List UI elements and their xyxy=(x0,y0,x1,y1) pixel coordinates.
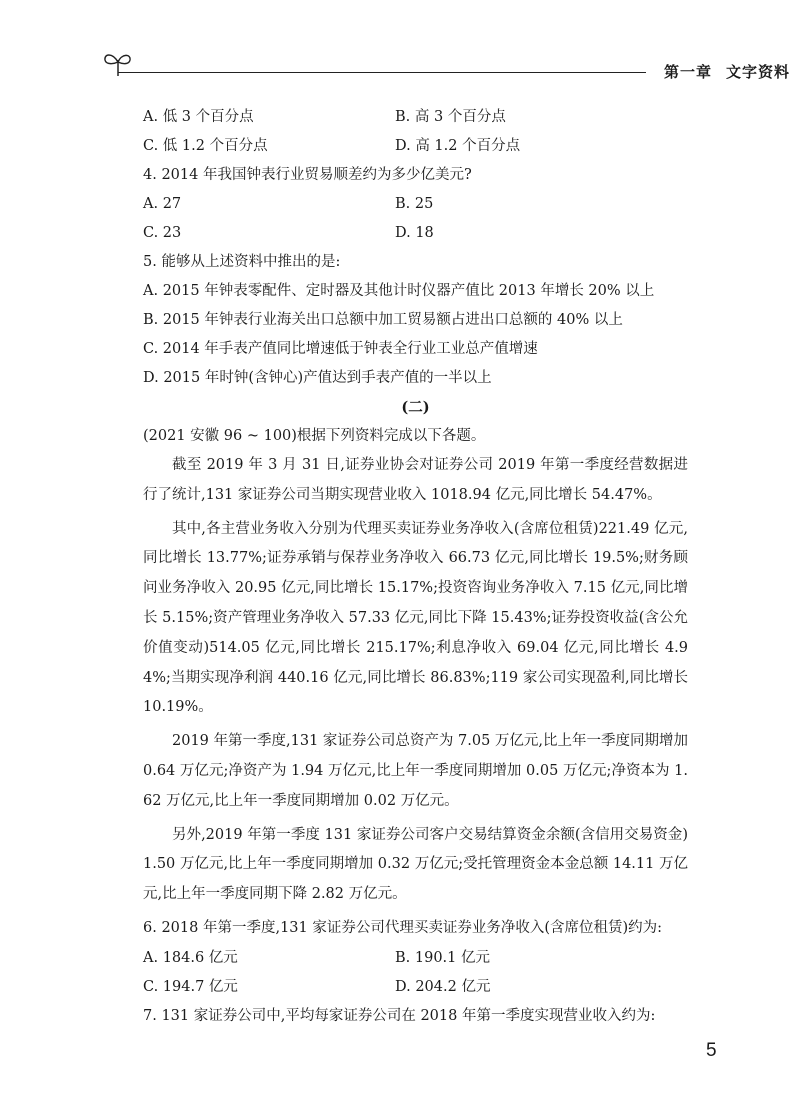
q7-question: 7. 131 家证券公司中,平均每家证券公司在 2018 年第一季度实现营业收入约为: xyxy=(143,1007,656,1024)
q3-option-c: C. 低 1.2 个百分点 xyxy=(143,138,268,154)
q4-question: 4. 2014 年我国钟表行业贸易顺差约为多少亿美元? xyxy=(143,167,472,183)
q3-option-d: D. 高 1.2 个百分点 xyxy=(395,138,521,154)
header-rule-left xyxy=(118,72,646,73)
q4-option-b: B. 25 xyxy=(395,196,434,212)
q5-option-c: C. 2014 年手表产值同比增速低于钟表全行业工业总产值增速 xyxy=(143,341,538,357)
chapter-label: 第一章 xyxy=(664,63,713,81)
q6-option-b: B. 190.1 亿元 xyxy=(395,949,490,966)
q4-options-row-2 xyxy=(143,219,688,248)
q4-option-c: C. 23 xyxy=(143,225,182,241)
q4-option-a: A. 27 xyxy=(143,196,182,212)
q6-option-d: D. 204.2 亿元 xyxy=(395,978,491,995)
q5-question: 5. 能够从上述资料中推出的是: xyxy=(143,254,341,270)
paragraph-2: 其中,各主营业务收入分别为代理买卖证券业务净收入(含席位租赁)221.49 亿元,同比增长 13.77%;证券承销与保荐业务净收入 66.73 亿元,同比增长 19.5%;财务顾问业务净收入 20.95 亿元,同比增长 15.17%;投资咨询业务净收入 7.15 亿元,同比增长 5.15%;资产管理业务净收入 57.33 亿元,同比下降 15.43%;证券投资收益(含公允价值变动)514.05 亿元,同比增长 215.17%;利息净收入 69.04 亿元,同比增长 4.94%;当期实现净利润 440.16 亿元,同比增长 86.83%;119 家公司实现盈利,同比增长 10.19%。 xyxy=(143,520,688,716)
q6-option-c: C. 194.7 亿元 xyxy=(143,978,238,995)
section-heading: (二) xyxy=(401,399,430,416)
q3-option-a: A. 低 3 个百分点 xyxy=(143,109,254,125)
q6-question: 6. 2018 年第一季度,131 家证券公司代理买卖证券业务净收入(含席位租赁)约为: xyxy=(143,919,663,936)
q3-options-row-2 xyxy=(143,132,688,161)
q3-options-row-1 xyxy=(143,103,688,132)
section-intro: (2021 安徽 96 ~ 100)根据下列资料完成以下各题。 xyxy=(143,428,486,444)
chapter-title xyxy=(664,61,790,82)
page-content xyxy=(143,103,688,1031)
q6-options-row-2 xyxy=(143,973,688,1002)
paragraph-1: 截至 2019 年 3 月 31 日,证券业协会对证券公司 2019 年第一季度经营数据进行了统计,131 家证券公司当期实现营业收入 1018.94 亿元,同比增长 54.47%。 xyxy=(143,457,688,503)
q5-option-a: A. 2015 年钟表零配件、定时器及其他计时仪器产值比 2013 年增长 20% 以上 xyxy=(143,283,655,299)
q4-options-row-1 xyxy=(143,190,688,219)
paragraph-3: 2019 年第一季度,131 家证券公司总资产为 7.05 万亿元,比上年一季度同期增加 0.64 万亿元;净资产为 1.94 万亿元,比上年一季度同期增加 0.05 万亿元;净资本为 1.62 万亿元,比上年一季度同期增加 0.02 万亿元。 xyxy=(143,733,689,809)
section-label: 文字资料 xyxy=(726,63,791,81)
q3-option-b: B. 高 3 个百分点 xyxy=(395,109,506,125)
paragraph-4: 另外,2019 年第一季度 131 家证券公司客户交易结算资金余额(含信用交易资金)1.50 万亿元,比上年一季度同期增加 0.32 万亿元;受托管理资金本金总额 14.11 万亿元,比上年一季度同期下降 2.82 万亿元。 xyxy=(143,826,688,903)
sprout-icon xyxy=(102,48,134,78)
q6-option-a: A. 184.6 亿元 xyxy=(143,949,238,966)
page-header xyxy=(100,58,790,84)
q5-option-b: B. 2015 年钟表行业海关出口总额中加工贸易额占进出口总额的 40% 以上 xyxy=(143,312,623,328)
q6-options-row-1 xyxy=(143,944,688,973)
q4-option-d: D. 18 xyxy=(395,225,434,241)
page-number: 5 xyxy=(706,1040,717,1061)
q5-option-d: D. 2015 年时钟(含钟心)产值达到手表产值的一半以上 xyxy=(143,370,492,386)
